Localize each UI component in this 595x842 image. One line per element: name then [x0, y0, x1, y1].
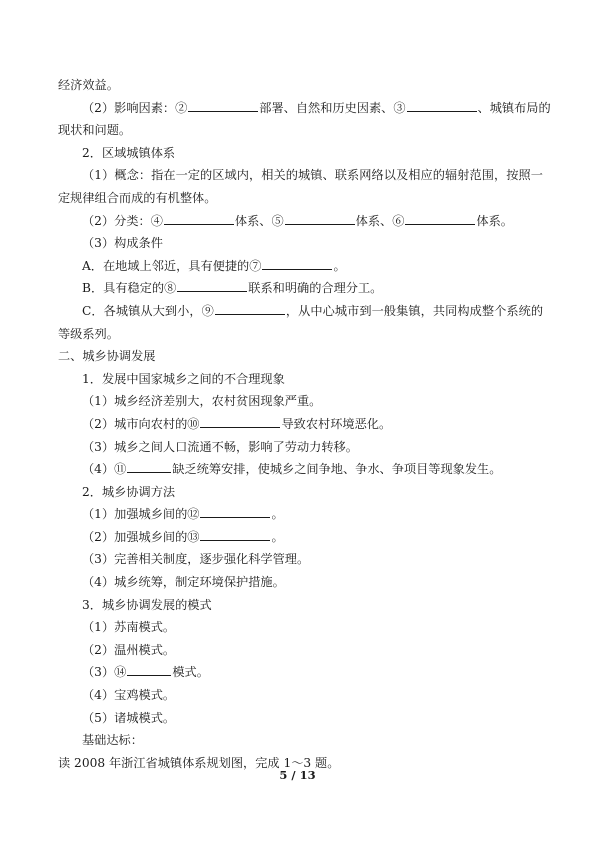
text-segment: 、城镇布局的 — [477, 100, 551, 115]
paragraph: （1）概念：指在一定的区域内，相关的城镇、联系网络以及相应的辐射范围，按照一定规律组合而成的有机整体。 — [58, 168, 543, 205]
text-line: （5）诸城模式。 — [82, 710, 176, 725]
text-line: 经济效益。 — [58, 78, 119, 92]
text-segment: （2）城市向农村的⑩ — [82, 416, 200, 431]
text-line — [58, 277, 543, 300]
fill-blank-14[interactable] — [127, 661, 171, 676]
section-heading: 3．城乡协调发展的模式 — [82, 597, 212, 612]
text-line: （4）城乡统筹，制定环境保护措施。 — [82, 575, 285, 590]
text-line: 现状和问题。 — [58, 123, 132, 138]
text-line — [58, 503, 543, 526]
text-segment: C．各城镇从大到小，⑨ — [82, 303, 214, 318]
text-line: （2）温州模式。 — [82, 642, 176, 657]
text-segment: 导致农村环境恶化。 — [281, 416, 392, 431]
text-line — [58, 255, 543, 278]
fill-blank-10[interactable] — [200, 413, 280, 428]
fill-blank-8[interactable] — [177, 277, 247, 292]
text-segment: 部署、自然和历史因素、③ — [259, 100, 406, 115]
section-heading: 二、城乡协调发展 — [58, 349, 156, 364]
text-line — [58, 458, 543, 481]
fill-blank-12[interactable] — [200, 503, 270, 518]
text-segment: 。 — [333, 258, 346, 273]
text-line: （4）宝鸡模式。 — [82, 688, 176, 703]
fill-blank-4[interactable] — [164, 210, 234, 225]
text-segment: B．具有稳定的⑧ — [82, 281, 177, 296]
text-segment: 联系和明确的合理分工。 — [248, 281, 383, 296]
text-segment: A．在地域上邻近，具有便捷的⑦ — [82, 258, 262, 273]
text-line: （3）构成条件 — [82, 236, 163, 251]
text-segment: （2）分类：④ — [82, 213, 163, 228]
fill-blank-13[interactable] — [200, 526, 270, 541]
text-line: （1）苏南模式。 — [82, 620, 176, 635]
text-segment: （4）⑪ — [82, 462, 127, 477]
text-segment: 体系、⑤ — [234, 213, 284, 228]
section-heading: 2．城乡协调方法 — [82, 484, 176, 499]
text-line: 基础达标： — [82, 733, 143, 748]
fill-blank-9[interactable] — [215, 300, 285, 315]
text-segment: （1）加强城乡间的⑫ — [82, 507, 200, 522]
text-segment: 缺乏统筹安排，使城乡之间争地、争水、争项目等现象发生。 — [172, 462, 502, 477]
document-body — [58, 74, 551, 774]
text-segment: 。 — [271, 529, 284, 544]
text-segment: ，从中心城市到一般集镇，共同构成整个系统的等级系列。 — [58, 303, 544, 341]
text-segment: 体系。 — [476, 213, 513, 228]
text-line: 读 2008 年浙江省城镇体系规划图，完成 1～3 题。 — [58, 755, 340, 770]
section-heading: 2．区域城镇体系 — [82, 145, 176, 160]
text-line — [58, 97, 551, 120]
fill-blank-6[interactable] — [405, 210, 475, 225]
text-segment: （2）影响因素：② — [82, 100, 188, 115]
text-line: （3）完善相关制度，逐步强化科学管理。 — [82, 552, 310, 567]
fill-blank-11[interactable] — [127, 458, 171, 473]
text-line — [58, 661, 543, 684]
paragraph — [58, 300, 543, 345]
text-line: （3）城乡之间人口流通不畅，影响了劳动力转移。 — [82, 439, 358, 454]
text-line — [58, 210, 543, 233]
fill-blank-3[interactable] — [407, 97, 477, 112]
fill-blank-5[interactable] — [285, 210, 355, 225]
section-heading: 1．发展中国家城乡之间的不合理现象 — [82, 371, 285, 386]
text-segment: 。 — [271, 507, 284, 522]
text-line: （1）城乡经济差别大，农村贫困现象严重。 — [82, 394, 322, 409]
text-line — [58, 526, 543, 549]
text-segment: （2）加强城乡间的⑬ — [82, 529, 200, 544]
text-segment: （3）⑭ — [82, 665, 127, 680]
page-number: 5 / 13 — [279, 768, 316, 782]
text-line — [58, 413, 543, 436]
fill-blank-7[interactable] — [262, 255, 332, 270]
text-segment: 模式。 — [172, 665, 209, 680]
text-segment: 体系、⑥ — [355, 213, 405, 228]
fill-blank-2[interactable] — [188, 97, 258, 112]
